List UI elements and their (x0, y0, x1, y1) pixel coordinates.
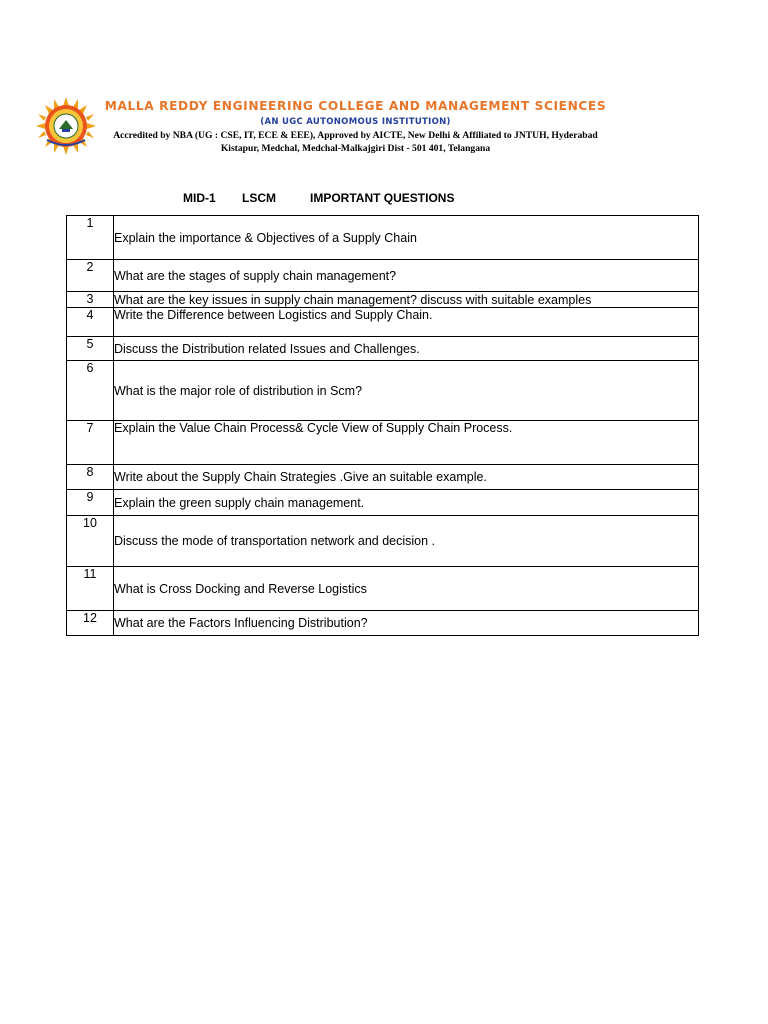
table-row (67, 292, 699, 308)
question-number: 2 (67, 260, 114, 292)
table-row (67, 490, 699, 516)
questions-table (66, 215, 699, 636)
table-row (67, 516, 699, 567)
question-number: 5 (67, 337, 114, 361)
address-line: Kistapur, Medchal, Medchal-Malkajgiri Dist - 501 401, Telangana (220, 143, 491, 154)
question-text: What are the Factors Influencing Distribution? (114, 611, 699, 636)
table-row (67, 611, 699, 636)
question-text: What is Cross Docking and Reverse Logistics (114, 567, 699, 611)
table-row (67, 260, 699, 292)
question-text: Discuss the Distribution related Issues and Challenges. (114, 337, 699, 361)
question-number: 8 (67, 465, 114, 490)
table-row (67, 308, 699, 337)
question-number: 6 (67, 361, 114, 421)
question-number: 10 (67, 516, 114, 567)
exam-label: MID-1 (183, 191, 216, 205)
question-number: 11 (67, 567, 114, 611)
question-number: 3 (67, 292, 114, 308)
question-text: Explain the Value Chain Process& Cycle View of Supply Chain Process. (114, 421, 699, 465)
question-number: 12 (67, 611, 114, 636)
page-title: IMPORTANT QUESTIONS (310, 191, 455, 205)
question-text: Write the Difference between Logistics and Supply Chain. (114, 308, 699, 337)
question-text: What are the stages of supply chain management? (114, 260, 699, 292)
accreditation-line: Accredited by NBA (UG : CSE, IT, ECE & EEE), Approved by AICTE, New Delhi & Affiliated to JNTUH, Hyderabad (113, 130, 598, 141)
question-text: Explain the importance & Objectives of a Supply Chain (114, 216, 699, 260)
question-number: 7 (67, 421, 114, 465)
table-row (67, 421, 699, 465)
college-name: MALLA REDDY ENGINEERING COLLEGE AND MANAGEMENT SCIENCES (104, 99, 607, 113)
letterhead (30, 94, 610, 160)
college-emblem-icon (33, 96, 99, 156)
table-row (67, 465, 699, 490)
institution-type: (AN UGC AUTONOMOUS INSTITUTION) (260, 117, 451, 127)
table-row (67, 216, 699, 260)
question-number: 4 (67, 308, 114, 337)
question-text: Write about the Supply Chain Strategies .Give an suitable example. (114, 465, 699, 490)
question-number: 9 (67, 490, 114, 516)
table-row (67, 361, 699, 421)
subject-label: LSCM (242, 191, 276, 205)
question-number: 1 (67, 216, 114, 260)
question-text: Explain the green supply chain management. (114, 490, 699, 516)
question-text: What is the major role of distribution in Scm? (114, 361, 699, 421)
question-text: Discuss the mode of transportation network and decision . (114, 516, 699, 567)
question-text: What are the key issues in supply chain management? discuss with suitable examples (114, 292, 699, 308)
table-row (67, 567, 699, 611)
table-row (67, 337, 699, 361)
